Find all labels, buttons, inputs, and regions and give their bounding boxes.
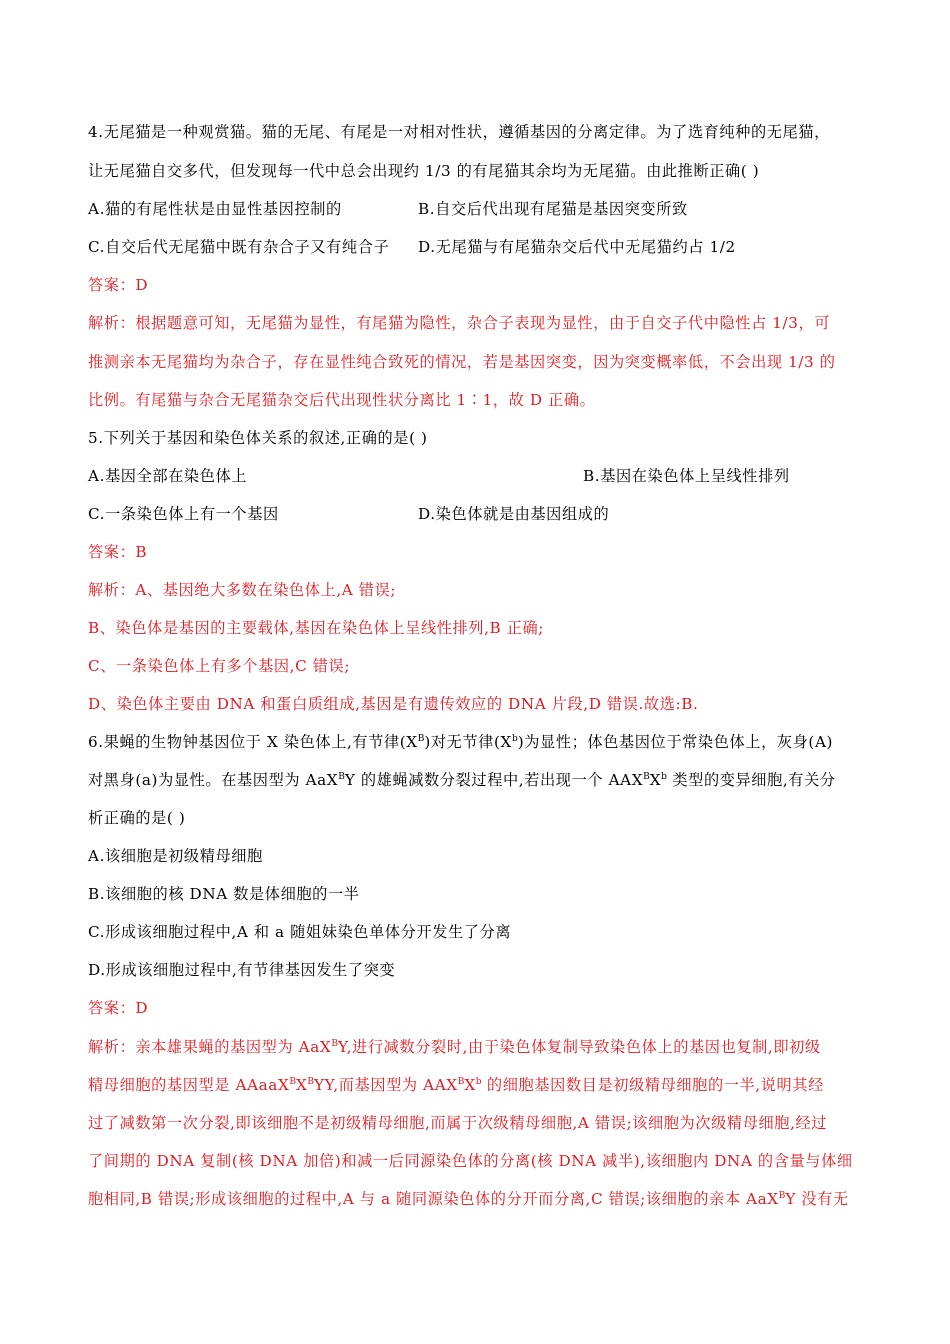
q4-option-c: C.自交后代无尾猫中既有杂合子又有纯合子 xyxy=(88,238,390,256)
q5-explanation-line-2: B、染色体是基因的主要载体,基因在染色体上呈线性排列,B 正确; xyxy=(88,619,544,637)
q6-text-line-3: 析正确的是( ) xyxy=(88,809,186,827)
q6-explanation-line-5: 胞相同,B 错误;形成该细胞的过程中,A 与 a 随同源染色体的分开而分离,C 错误;该细胞的亲本 AaX$^B$Y 没有无 xyxy=(88,1190,849,1208)
q5-explanation-line-1: 解析：A、基因绝大多数在染色体上,A 错误; xyxy=(88,581,397,599)
q4-option-b: B.自交后代出现有尾猫是基因突变所致 xyxy=(418,200,688,218)
q5-answer: 答案：B xyxy=(88,543,148,561)
q4-text-line-2: 让无尾猫自交多代，但发现每一代中总会出现约 1/3 的有尾猫其余均为无尾猫。由此推断正确( ) xyxy=(88,162,760,180)
q6-option-a: A.该细胞是初级精母细胞 xyxy=(88,847,263,865)
q5-option-b: B.基因在染色体上呈线性排列 xyxy=(583,467,790,485)
q5-explanation-line-3: C、一条染色体上有多个基因,C 错误; xyxy=(88,657,351,675)
q6-option-c: C.形成该细胞过程中,A 和 a 随姐妹染色单体分开发生了分离 xyxy=(88,923,512,941)
q4-text-line-1: 4.无尾猫是一种观赏猫。猫的无尾、有尾是一对相对性状，遵循基因的分离定律。为了选育纯种的无尾猫， xyxy=(88,123,830,141)
q6-option-b: B.该细胞的核 DNA 数是体细胞的一半 xyxy=(88,885,360,903)
q5-text: 5.下列关于基因和染色体关系的叙述,正确的是( ) xyxy=(88,429,428,447)
q6-explanation-line-4: 了间期的 DNA 复制(核 DNA 加倍)和减一后同源染色体的分离(核 DNA 减半),该细胞内 DNA 的含量与体细 xyxy=(88,1152,853,1170)
q5-option-a: A.基因全部在染色体上 xyxy=(88,467,248,485)
q4-explanation-line-2: 推测亲本无尾猫均为杂合子，存在显性纯合致死的情况，若是基因突变，因为突变概率低，不会出现 1/3 的 xyxy=(88,353,836,371)
q6-answer: 答案：D xyxy=(88,999,149,1017)
q5-explanation-line-4: D、染色体主要由 DNA 和蛋白质组成,基因是有遗传效应的 DNA 片段,D 错误.故选:B. xyxy=(88,695,699,713)
q4-answer: 答案：D xyxy=(88,276,149,294)
q4-option-a: A.猫的有尾性状是由显性基因控制的 xyxy=(88,200,342,218)
q6-explanation-line-1: 解析：亲本雄果蝇的基因型为 AaX$^B$Y,进行减数分裂时,由于染色体复制导致染色体上的基因也复制,即初级 xyxy=(88,1038,821,1056)
q6-explanation-line-2: 精母细胞的基因型是 $AAaaX^BX^BYY$,而基因型为 $AAX^BX^b$ 的细胞基因数目是初级精母细胞的一半,说明其经 xyxy=(88,1076,824,1094)
q6-text-line-1: 6.果蝇的生物钟基因位于 X 染色体上,有节律$(X^B)$对无节律$(X^b)$为显性；体色基因位于常染色体上，灰身(A) xyxy=(88,733,834,751)
q4-explanation-line-1: 解析：根据题意可知，无尾猫为显性，有尾猫为隐性，杂合子表现为显性，由于自交子代中隐性占 1/3，可 xyxy=(88,314,831,332)
q4-option-d: D.无尾猫与有尾猫杂交后代中无尾猫约占 1/2 xyxy=(418,238,736,256)
q4-explanation-line-3: 比例。有尾猫与杂合无尾猫杂交后代出现性状分离比 1∶1，故 D 正确。 xyxy=(88,391,596,409)
q6-explanation-line-3: 过了减数第一次分裂,即该细胞不是初级精母细胞,而属于次级精母细胞,A 错误;该细胞为次级精母细胞,经过 xyxy=(88,1114,828,1132)
q5-option-c: C.一条染色体上有一个基因 xyxy=(88,505,279,523)
q5-option-d: D.染色体就是由基因组成的 xyxy=(418,505,610,523)
q6-text-line-2: 对黑身(a)为显性。在基因型为 AaX$^B$Y 的雄蝇减数分裂过程中,若出现一个 $AAX^BX^b$ 类型的变异细胞,有关分 xyxy=(88,771,836,789)
q6-option-d: D.形成该细胞过程中,有节律基因发生了突变 xyxy=(88,961,396,979)
